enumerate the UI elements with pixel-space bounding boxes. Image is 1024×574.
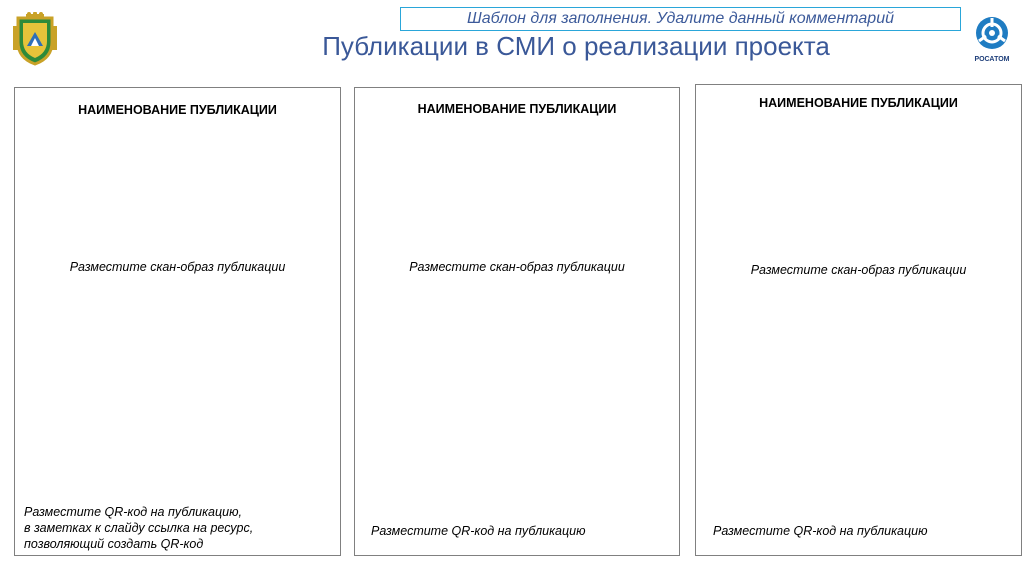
- qr-placeholder-line-3: позволяющий создать QR-код: [24, 537, 204, 551]
- qr-code-placeholder: [713, 523, 927, 539]
- qr-placeholder-line-1: Разместите QR-код на публикацию,: [24, 505, 242, 519]
- page-title: Публикации в СМИ о реализации проекта: [322, 31, 830, 61]
- coat-of-arms-icon: [12, 12, 58, 66]
- publication-card-2: [354, 87, 680, 556]
- rosatom-logo-text: РОСАТОМ: [974, 56, 1010, 63]
- qr-placeholder-line-1: Разместите QR-код на публикацию: [713, 524, 928, 538]
- scan-placeholder-text: Разместите скан-образ публикации: [409, 260, 625, 274]
- publication-title: НАИМЕНОВАНИЕ ПУБЛИКАЦИИ: [759, 96, 958, 110]
- template-comment-text: Шаблон для заполнения. Удалите данный комментарий: [466, 10, 894, 27]
- scan-placeholder-text: Разместите скан-образ публикации: [750, 263, 967, 277]
- scan-placeholder-text: Разместите скан-образ публикации: [69, 260, 286, 274]
- publication-card-3: [695, 84, 1022, 556]
- publication-title: НАИМЕНОВАНИЕ ПУБЛИКАЦИИ: [78, 103, 277, 117]
- publication-title: НАИМЕНОВАНИЕ ПУБЛИКАЦИИ: [417, 102, 617, 116]
- qr-placeholder-line-1: Разместите QR-код на публикацию: [371, 524, 586, 538]
- qr-code-placeholder: [24, 504, 253, 552]
- rosatom-logo-icon: [970, 14, 1014, 66]
- qr-code-placeholder: [371, 523, 585, 539]
- publication-card-1: [14, 87, 341, 556]
- qr-placeholder-line-2: в заметках к слайду ссылка на ресурс,: [24, 521, 254, 535]
